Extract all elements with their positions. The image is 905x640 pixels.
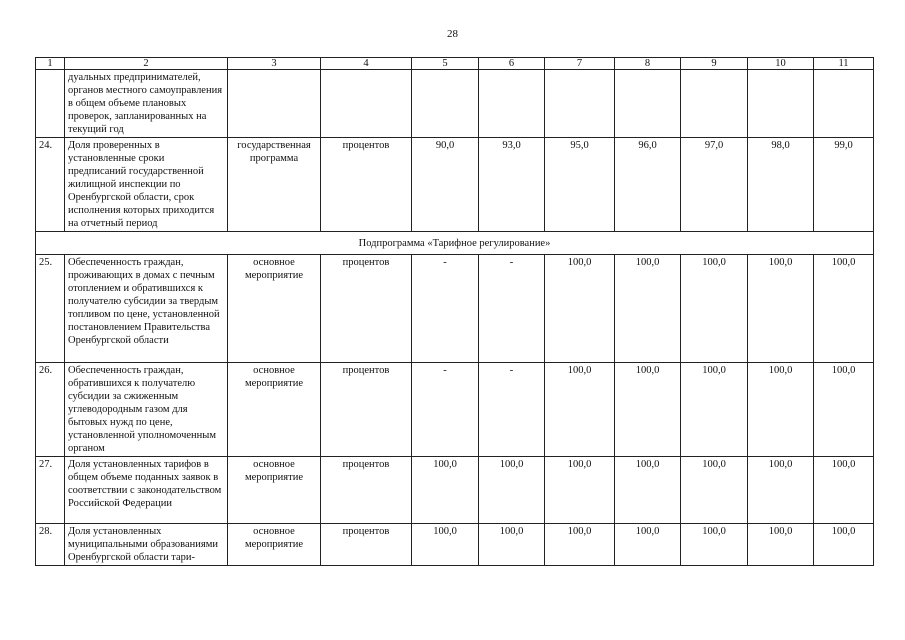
indicator-value xyxy=(479,70,545,138)
indicator-value: 100,0 xyxy=(681,255,748,363)
indicator-value: 100,0 xyxy=(814,457,874,524)
table-row xyxy=(36,457,874,524)
indicator-value: 95,0 xyxy=(545,138,615,232)
column-number: 3 xyxy=(228,58,321,70)
indicator-value: 100,0 xyxy=(748,363,814,457)
table-row-continuation xyxy=(36,70,874,138)
row-number: 25. xyxy=(36,255,65,363)
column-number: 1 xyxy=(36,58,65,70)
indicator-value: - xyxy=(412,363,479,457)
indicator-value: 100,0 xyxy=(748,255,814,363)
indicator-value: 100,0 xyxy=(545,255,615,363)
indicator-value: 100,0 xyxy=(681,457,748,524)
indicator-unit: процентов xyxy=(321,138,412,232)
indicator-value xyxy=(748,70,814,138)
indicator-name: дуальных предпринимателей, органов местного самоуправления в общем объеме плановых проверок, запланированных на текущий год xyxy=(65,70,228,138)
column-number: 7 xyxy=(545,58,615,70)
indicator-value: 100,0 xyxy=(545,457,615,524)
indicator-value: 100,0 xyxy=(545,363,615,457)
table-row xyxy=(36,524,874,566)
indicator-value: 96,0 xyxy=(615,138,681,232)
indicator-value: 90,0 xyxy=(412,138,479,232)
indicator-name: Доля проверенных в установленные сроки предписаний государственной жилищной инспекции по Оренбургской области, срок исполнения которых приходится на отчетный период xyxy=(65,138,228,232)
indicator-unit: процентов xyxy=(321,524,412,566)
table-row xyxy=(36,363,874,457)
indicator-value: 93,0 xyxy=(479,138,545,232)
indicator-source: основное мероприятие xyxy=(228,524,321,566)
indicators-table xyxy=(35,57,874,566)
column-number: 9 xyxy=(681,58,748,70)
indicator-value: 97,0 xyxy=(681,138,748,232)
column-number: 4 xyxy=(321,58,412,70)
indicator-value: 100,0 xyxy=(545,524,615,566)
indicator-value: 100,0 xyxy=(615,524,681,566)
indicator-value: - xyxy=(479,255,545,363)
indicator-value: 100,0 xyxy=(412,457,479,524)
page-number: 28 xyxy=(447,28,458,40)
indicator-value: 100,0 xyxy=(748,524,814,566)
indicator-value xyxy=(545,70,615,138)
row-number: 24. xyxy=(36,138,65,232)
indicator-value: 100,0 xyxy=(814,255,874,363)
indicator-value: 100,0 xyxy=(615,255,681,363)
indicator-value: 100,0 xyxy=(615,363,681,457)
indicator-value: 100,0 xyxy=(814,524,874,566)
column-number-row xyxy=(36,58,874,70)
indicator-name: Доля установленных муниципальными образованиями Оренбургской области тари- xyxy=(65,524,228,566)
indicator-value: 100,0 xyxy=(681,524,748,566)
indicator-value: 100,0 xyxy=(479,524,545,566)
table-row xyxy=(36,255,874,363)
column-number: 2 xyxy=(65,58,228,70)
indicator-value: 100,0 xyxy=(748,457,814,524)
indicator-value: 100,0 xyxy=(479,457,545,524)
indicator-value xyxy=(615,70,681,138)
column-number: 5 xyxy=(412,58,479,70)
table-row xyxy=(36,138,874,232)
indicator-value xyxy=(412,70,479,138)
indicator-value: 100,0 xyxy=(615,457,681,524)
subprogram-title: Подпрограмма «Тарифное регулирование» xyxy=(36,232,874,255)
indicator-value: 98,0 xyxy=(748,138,814,232)
indicator-value: 99,0 xyxy=(814,138,874,232)
column-number: 6 xyxy=(479,58,545,70)
column-number: 10 xyxy=(748,58,814,70)
indicator-unit xyxy=(321,70,412,138)
row-number: 27. xyxy=(36,457,65,524)
indicator-value: - xyxy=(412,255,479,363)
indicator-source: основное мероприятие xyxy=(228,255,321,363)
indicator-source: государственная программа xyxy=(228,138,321,232)
row-number: 26. xyxy=(36,363,65,457)
indicator-source: основное мероприятие xyxy=(228,363,321,457)
row-number xyxy=(36,70,65,138)
subprogram-row xyxy=(36,232,874,255)
indicator-value: 100,0 xyxy=(412,524,479,566)
indicator-source xyxy=(228,70,321,138)
indicator-unit: процентов xyxy=(321,363,412,457)
indicator-value: - xyxy=(479,363,545,457)
indicator-name: Обеспеченность граждан, проживающих в домах с печным отоплением и обратившихся к получателю субсидии за твердым топливом по цене, установленной постановлением Правительства Оренбургской области xyxy=(65,255,228,363)
indicator-name: Доля установленных тарифов в общем объеме поданных заявок в соответствии с законодательством Российской Федерации xyxy=(65,457,228,524)
indicator-value xyxy=(681,70,748,138)
row-number: 28. xyxy=(36,524,65,566)
column-number: 8 xyxy=(615,58,681,70)
indicator-unit: процентов xyxy=(321,255,412,363)
indicator-source: основное мероприятие xyxy=(228,457,321,524)
indicator-value xyxy=(814,70,874,138)
indicator-value: 100,0 xyxy=(814,363,874,457)
indicator-value: 100,0 xyxy=(681,363,748,457)
indicator-name: Обеспеченность граждан, обратившихся к получателю субсидии за сжиженным углеводородным газом для бытовых нужд по цене, установленной уполномоченным органом xyxy=(65,363,228,457)
column-number: 11 xyxy=(814,58,874,70)
indicator-unit: процентов xyxy=(321,457,412,524)
